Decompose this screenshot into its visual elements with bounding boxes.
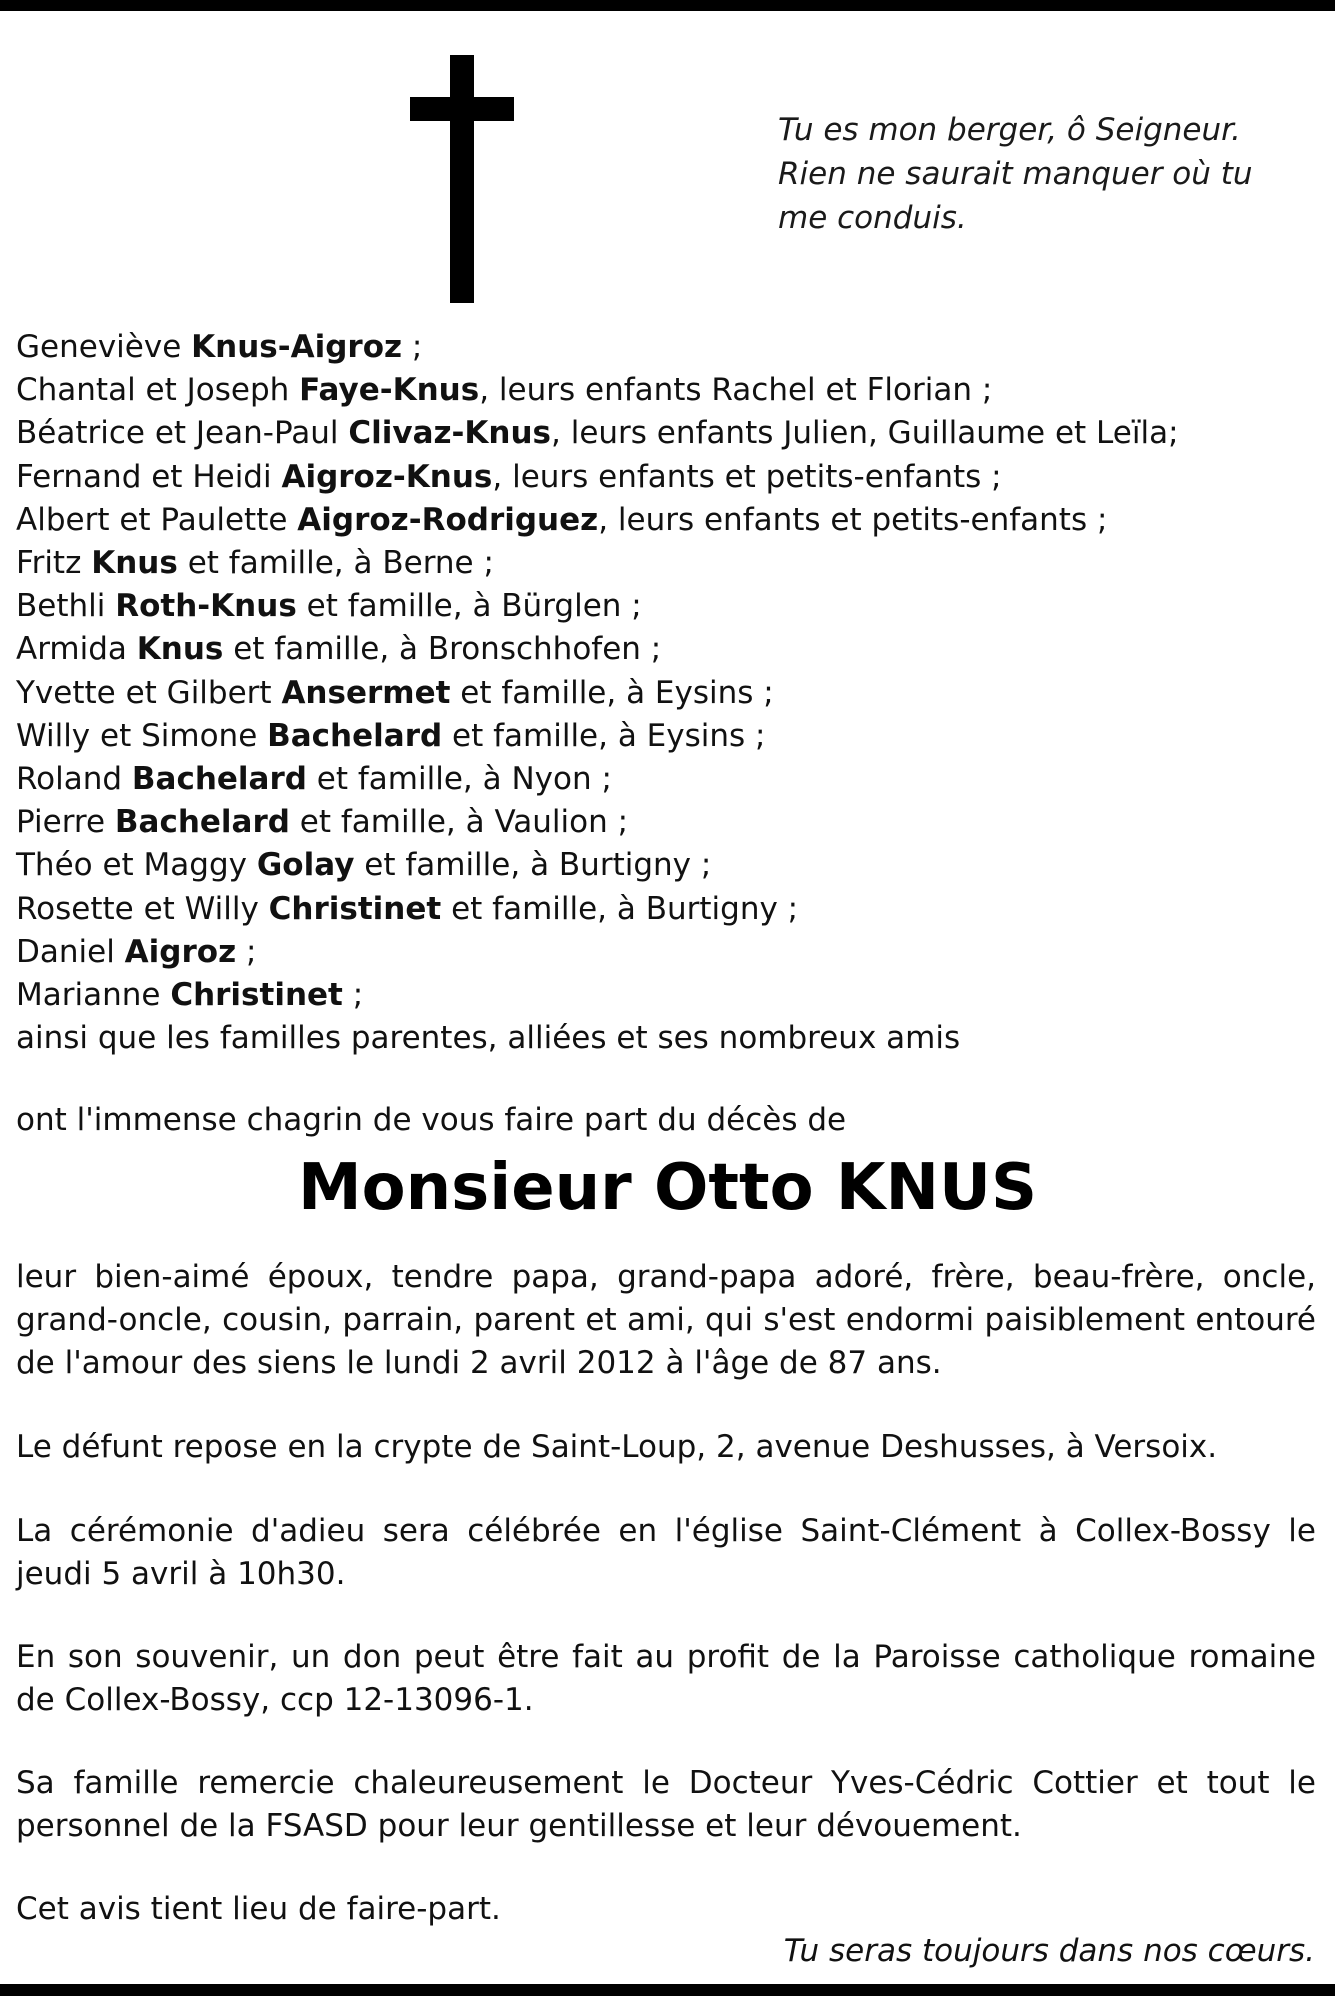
family-text: , leurs enfants Julien, Guillaume et Leïla; [551, 415, 1179, 452]
family-text: ainsi que les familles parentes, alliées et ses nombreux amis [16, 1020, 961, 1057]
family-text: Rosette et Willy [16, 890, 269, 927]
family-list [16, 326, 1316, 1060]
family-text: , leurs enfants Rachel et Florian ; [479, 372, 993, 409]
cross-horizontal-bar [410, 97, 514, 121]
family-text: Bethli [16, 588, 116, 625]
family-surname: Christinet [170, 977, 343, 1014]
family-text: et famille, à Nyon ; [306, 761, 612, 798]
family-list-item [16, 844, 1316, 887]
family-text: Roland [16, 761, 132, 798]
family-list-item [16, 585, 1316, 628]
family-text: Fernand et Heidi [16, 458, 282, 495]
family-surname: Knus [136, 631, 224, 668]
family-text: Fritz [16, 545, 92, 582]
family-text: et famille, à Eysins ; [442, 717, 766, 754]
family-text: ; [342, 977, 364, 1014]
psalm-verse [778, 108, 1298, 240]
cross-icon [410, 55, 514, 303]
family-text: et famille, à Berne ; [177, 545, 494, 582]
family-text: et famille, à Bürglen ; [296, 588, 642, 625]
family-list-item [16, 974, 1316, 1017]
family-text: Pierre [16, 804, 115, 841]
family-text: et famille, à Vaulion ; [289, 804, 629, 841]
announcement-intro: ont l'immense chagrin de vous faire part du décès de [16, 1102, 847, 1138]
family-surname: Clivaz-Knus [348, 415, 552, 452]
family-text: Yvette et Gilbert [16, 674, 282, 711]
family-list-item [16, 1017, 1316, 1060]
family-surname: Aigroz [124, 933, 237, 970]
family-surname: Christinet [268, 890, 442, 927]
family-surname: Roth-Knus [115, 588, 297, 625]
deceased-name: Monsieur Otto KNUS [297, 1151, 1038, 1225]
family-text: Armida [16, 631, 137, 668]
family-text: Geneviève [16, 329, 192, 365]
family-list-item [16, 758, 1316, 801]
family-surname: Knus-Aigroz [191, 329, 403, 365]
closing-line: Tu seras toujours dans nos cœurs. [783, 1933, 1315, 1969]
family-surname: Ansermet [281, 674, 451, 711]
family-text: Théo et Maggy [16, 847, 257, 884]
family-list-item [16, 369, 1316, 412]
verse-line: me conduis. [778, 200, 967, 236]
family-list-item [16, 628, 1316, 671]
family-surname: Golay [256, 847, 355, 884]
family-surname: Bachelard [267, 717, 443, 754]
family-surname: Bachelard [131, 761, 307, 798]
family-surname: Aigroz-Knus [281, 458, 493, 495]
bottom-border-rule [0, 1984, 1335, 1996]
family-surname: Bachelard [114, 804, 290, 841]
family-list-item [16, 801, 1316, 844]
family-text: et famille, à Burtigny ; [354, 847, 712, 884]
cross-vertical-bar [450, 55, 474, 303]
family-list-item [16, 931, 1316, 974]
resting-place-paragraph: Le défunt repose en la crypte de Saint-Loup, 2, avenue Deshusses, à Versoix. [16, 1429, 1218, 1465]
family-list-item [16, 499, 1316, 542]
verse-line: Rien ne saurait manquer où tu [778, 156, 1253, 192]
family-text: et famille, à Eysins ; [450, 674, 774, 711]
family-list-item [16, 412, 1316, 455]
family-text: Chantal et Joseph [16, 372, 300, 409]
top-border-rule [0, 0, 1335, 11]
family-text: et famille, à Burtigny ; [441, 890, 799, 927]
family-text: Marianne [16, 977, 171, 1014]
verse-line: Tu es mon berger, ô Seigneur. [778, 112, 1241, 148]
family-text: Albert et Paulette [16, 501, 298, 538]
family-text: Willy et Simone [16, 717, 268, 754]
family-text: , leurs enfants et petits-enfants ; [598, 501, 1108, 538]
family-surname: Aigroz-Rodriguez [297, 501, 599, 538]
family-list-item [16, 456, 1316, 499]
family-text: ; [402, 329, 423, 365]
family-text: ; [236, 933, 257, 970]
deceased-description: leur bien-aimé époux, tendre papa, grand-papa adoré, frère, beau-frère, oncle, grand-oncle, cousin, parrain, parent et ami, qui s'est endormi paisiblement entouré de l'amour des siens le lundi 2 avril 2012 à l'âge de 87 ans. [16, 1259, 1316, 1381]
donation-paragraph: En son souvenir, un don peut être fait au profit de la Paroisse catholique romaine de Collex-Bossy, ccp 12-13096-1. [16, 1639, 1316, 1718]
family-text: Daniel [16, 933, 125, 970]
ceremony-paragraph: La cérémonie d'adieu sera célébrée en l'église Saint-Clément à Collex-Bossy le jeudi 5 avril à 10h30. [16, 1513, 1316, 1592]
family-list-item [16, 542, 1316, 585]
family-list-item [16, 888, 1316, 931]
family-text: et famille, à Bronschhofen ; [223, 631, 662, 668]
family-text: Béatrice et Jean-Paul [16, 415, 349, 452]
thanks-paragraph: Sa famille remercie chaleureusement le Docteur Yves-Cédric Cottier et tout le personnel de la FSASD pour leur gentillesse et leur dévouement. [16, 1765, 1316, 1844]
family-list-item [16, 326, 1316, 369]
family-surname: Knus [91, 545, 178, 582]
family-text: , leurs enfants et petits-enfants ; [492, 458, 1002, 495]
family-list-item [16, 672, 1316, 715]
family-list-item [16, 715, 1316, 758]
family-surname: Faye-Knus [299, 372, 480, 409]
notice-paragraph: Cet avis tient lieu de faire-part. [16, 1891, 501, 1927]
